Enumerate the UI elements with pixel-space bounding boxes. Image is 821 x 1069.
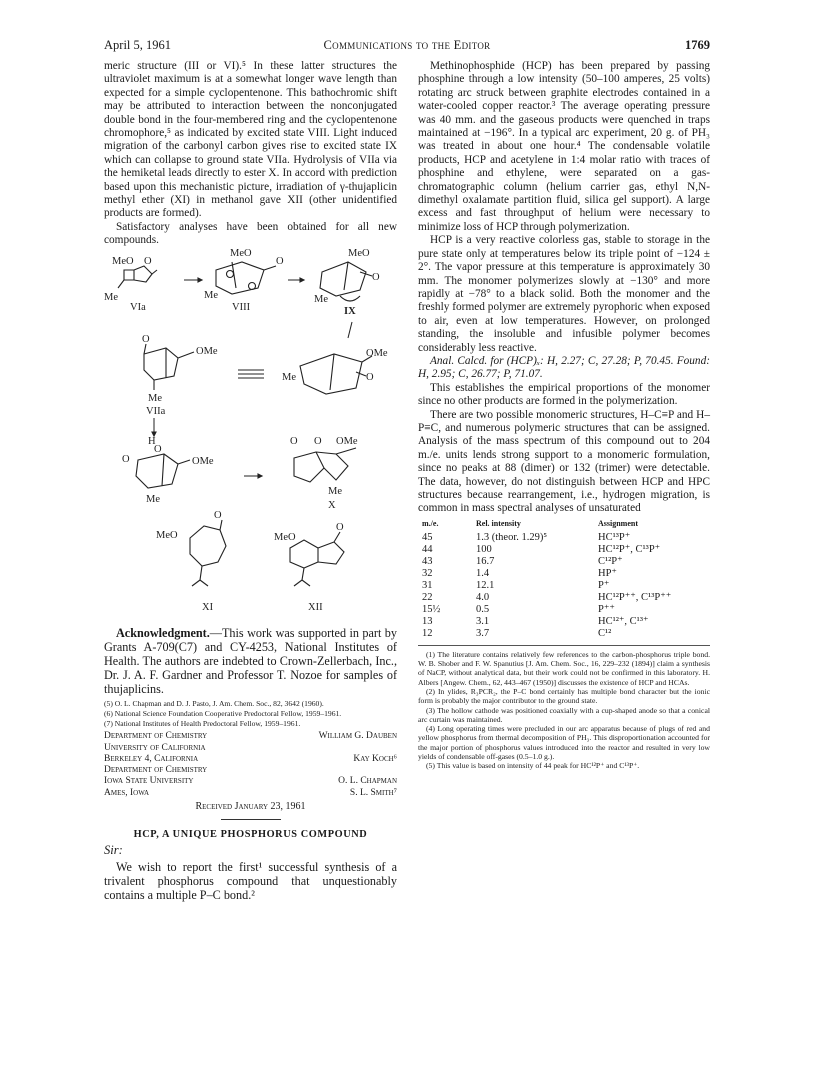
label-o: O	[142, 333, 150, 345]
footnotes-left	[104, 699, 397, 729]
paragraph-properties: HCP is a very reactive colorless gas, stable to storage in the pure state only at temperatures below its triple point of −124 ± 2°. The vapor pressure at this temperature is approximately 30 mm. The monomer polymerizes slowly at −130° and more rapidly at −78° to a black solid. Both the monomer and the freshly formed polymer are extremely pyrophoric when exposed to air, even at low temperatures. However, on prolonged standing, the insoluble and infusible polymer becomes considerably less reactive.	[418, 234, 710, 354]
table-cell: 12	[422, 627, 433, 639]
table-cell: 43	[422, 555, 433, 567]
label-VIIa: VIIa	[146, 405, 166, 417]
table-cell: 3.7	[476, 627, 490, 639]
author-name: O. L. Chapman	[338, 776, 397, 787]
header-page-number: 1769	[685, 38, 710, 52]
footnote: (1) The literature contains relatively few references to the carbon-phosphorus triple bond. W. B. Shober and F. W. Spanutius [J. Am. Chem. Soc., 16, 229–232 (1894)] claim a synthesis of NaCP, without analytical data, but their work could not be confirmed in this laboratory. H. Albers [Angew. Chem., 62, 443–467 (1950)] discusses the existence of HCP and HCAs.	[418, 649, 710, 687]
affiliation-line: Department of Chemistry	[104, 765, 208, 776]
table-cell: HC¹³P⁺	[598, 531, 631, 543]
affiliation-line: Department of Chemistry	[104, 731, 208, 742]
received-date: Received January 23, 1961	[195, 801, 306, 813]
paragraph-analyses: Satisfactory analyses have been obtained for all new compounds.	[104, 220, 397, 247]
label-XII: XII	[308, 601, 323, 613]
table-row	[418, 556, 710, 568]
label-XI: XI	[202, 601, 214, 613]
label-me: Me	[282, 371, 296, 383]
paragraph-preparation: Methinophosphide (HCP) has been prepared by passing phosphine through a low intensity (50–100 amperes, 25 volts) rotating arc struck between graphite electrodes contained in a water-cooled copper reactor.³ The average operating pressure was 40 mm. and the gaseous products were quenched in traps maintained at −196°. In a typical arc experiment, 20 g. of PH₃ was treated in about one hour.⁴ The condensable volatile products, HCP and acetylene in 1:4 molar ratio with traces of phosphine and ethylene, were separated on a gas-chromatographic column (helium carrier gas, ethyl N,N-dimethyl oxalamate partition fluid, silica gel support). A large excess and fast throughput of helium were necessary to minimize loss of HCP through polymerization.	[418, 60, 710, 233]
right-column	[418, 60, 710, 771]
salutation: Sir:	[104, 842, 123, 857]
paragraph-intro: We wish to report the first¹ successful synthesis of a trivalent phosphorus compound that unquestionably contains a multiple P–C bond.²	[104, 860, 397, 903]
paragraph-analysis: Anal. Calcd. for (HCP)ₓ: H, 2.27; C, 27.28; P, 70.45. Found: H, 2.95; C, 26.77; P, 71.07.	[418, 354, 710, 381]
table-row	[418, 604, 710, 616]
structure-VIa	[104, 256, 157, 313]
label-meo: MeO	[274, 531, 296, 543]
footnote-divider	[418, 645, 710, 646]
table-cell: C¹²	[598, 627, 612, 639]
section-divider	[221, 819, 281, 820]
affiliation-line: Berkeley 4, California	[104, 753, 199, 764]
label-o: O	[366, 371, 374, 383]
structure-XI	[156, 510, 226, 613]
paragraph-structures: There are two possible monomeric structures, H–C≡P and H–P≡C, and numerous polymeric structures that can be assigned. Analysis of the mass spectrum of this compound out to 204 m./e. units lends strong support to a monomeric formulation, since no peaks at 88 (dimer) or 132 (trimer) were detectable. The data, however, do not distinguish between HCP and HPC structures because rearrangement, i.e., hydrogen migration, is common in mass spectral analyses of unsaturated	[418, 408, 710, 515]
structure-VIII	[204, 248, 284, 313]
label-o: O	[290, 435, 298, 447]
affiliation-line: Ames, Iowa	[104, 787, 150, 798]
label-me: Me	[146, 493, 160, 505]
footnote: (5) This value is based on intensity of 44 peak for HC¹²P⁺ and C¹³P⁺.	[426, 761, 640, 771]
label-o: O	[314, 435, 322, 447]
header-journal: Communications to the Editor	[323, 38, 491, 52]
table-cell: P⁺⁺	[598, 603, 615, 615]
structure-X	[290, 436, 358, 511]
label-VIa: VIa	[130, 301, 146, 313]
table-cell: 1.3 (theor. 1.29)⁵	[476, 531, 548, 543]
footnotes-right	[418, 650, 710, 771]
label-o: O	[372, 271, 380, 283]
label-h: H	[148, 435, 156, 447]
structure-IX	[314, 248, 380, 317]
table-row	[418, 544, 710, 556]
acknowledgment-heading: Acknowledgment.	[116, 625, 210, 640]
label-o: O	[336, 521, 344, 533]
structure-VIIa-alt	[282, 348, 388, 394]
column-header: m./e.	[422, 518, 439, 528]
structure-VIIa	[142, 334, 218, 417]
affiliation-line: Iowa State University	[104, 776, 194, 787]
label-o: O	[214, 509, 222, 521]
left-column	[104, 60, 397, 902]
footnote: (5) O. L. Chapman and D. J. Pasto, J. Am. Chem. Soc., 82, 3642 (1960).	[104, 698, 324, 708]
running-header	[104, 38, 710, 54]
table-cell: 12.1	[476, 579, 495, 591]
table-row	[418, 616, 710, 628]
footnote: (2) In ylides, R₃PCR₂, the P–C bond certainly has multiple bond character but the ionic form is probably the major contributor to the ground state.	[418, 687, 710, 706]
paragraph-continuation: meric structure (III or VI).⁵ In these latter structures the ultraviolet maximum is at a somewhat longer wave length than expected for a simple cyclopentenone. This bathochromic shift may be attributed to interaction between the nonconjugated double bond in the four-membered ring and the cyclopentenone chromophore,⁵ as indicated by excited state VIII. Light induced migration of the carbonyl carbon gives rise to excited state IX which can collapse to ground state VIIa. Hydrolysis of VIIa via the hemiketal leads directly to ester X. In accord with prediction based upon this mechanistic picture, irradiation of γ-thujaplicin methyl ether (XI) in methanol gave XII (other unidentified products are formed).	[104, 60, 397, 220]
label-o: O	[122, 453, 130, 465]
label-ome: OMe	[366, 347, 388, 359]
column-header: Assignment	[598, 518, 639, 528]
label-ome: OMe	[196, 345, 218, 357]
label-IX: IX	[344, 305, 356, 317]
acknowledgment	[104, 626, 397, 696]
table-row	[418, 532, 710, 544]
label-ome: OMe	[192, 455, 214, 467]
article-title: HCP, A UNIQUE PHOSPHORUS COMPOUND	[133, 829, 368, 841]
table-cell: 1.4	[476, 567, 490, 579]
author-name: William G. Dauben	[318, 731, 397, 742]
table-cell: 4.0	[476, 591, 490, 603]
mass-spectrum-table	[418, 518, 710, 640]
table-cell: 44	[422, 543, 433, 555]
affiliation-line: University of California	[104, 742, 206, 753]
label-o: O	[154, 443, 162, 455]
label-me: Me	[148, 392, 162, 404]
label-o: O	[276, 255, 284, 267]
header-date: April 5, 1961	[104, 38, 172, 52]
label-X: X	[328, 499, 336, 511]
label-o: O	[144, 255, 152, 267]
table-row	[418, 580, 710, 592]
table-cell: 45	[422, 531, 433, 543]
table-cell: HC¹²P⁺⁺, C¹³P⁺⁺	[598, 591, 672, 603]
table-cell: C¹²P⁺	[598, 555, 623, 567]
label-me: Me	[104, 291, 118, 303]
label-meo: MeO	[348, 247, 370, 259]
table-row	[418, 628, 710, 640]
label-VIII: VIII	[232, 301, 251, 313]
footnote: (3) The hollow cathode was positioned coaxially with a cup-shaped anode so that a conical arc curtain was maintained.	[418, 705, 710, 724]
table-cell: 22	[422, 591, 433, 603]
footnote: (7) National Institutes of Health Predoctoral Fellow, 1959–1961.	[104, 719, 301, 729]
structure-hemiketal	[122, 436, 214, 505]
acknowledgment-body: —This work was supported in part by Grants A-709(C7) and CY-4253, National Institutes of Health. The authors are indebted to Crown-Zellerbach, Inc., Dr. J. A. F. Gardner and Professor T. Nozoe for samples of thujaplicins.	[104, 625, 397, 696]
author-name: S. L. Smith⁷	[349, 787, 397, 798]
author-name: Kay Koch⁶	[353, 753, 397, 764]
label-meo: MeO	[112, 255, 134, 267]
label-meo: MeO	[230, 247, 252, 259]
table-cell: 0.5	[476, 603, 490, 615]
table-row	[418, 568, 710, 580]
reaction-scheme	[104, 248, 397, 620]
footnote: (4) Long operating times were precluded in our arc apparatus because of plugs of red and yellow phosphorus from thermal decomposition of PH₃. This disproportionation accounted for the major portion of phosphorus values introduced into the reactor and resulted in very low yields of condensable off-gases (0.5–1.0 g.).	[418, 724, 710, 762]
table-cell: 16.7	[476, 555, 495, 567]
paragraph-empirical: This establishes the empirical proportions of the monomer since no other products are formed in the polymerization.	[418, 381, 710, 408]
affiliations	[104, 731, 397, 799]
label-meo: MeO	[156, 529, 178, 541]
label-me: Me	[314, 293, 328, 305]
label-ome: OMe	[336, 435, 358, 447]
label-me: Me	[328, 485, 342, 497]
structure-XII	[274, 522, 344, 613]
footnote: (6) National Science Foundation Cooperative Predoctoral Fellow, 1959–1961.	[104, 708, 342, 718]
table-cell: HP⁺	[598, 567, 617, 579]
table-cell: HC¹²P⁺, C¹³P⁺	[598, 543, 661, 555]
table-cell: 31	[422, 579, 433, 591]
column-header: Rel. intensity	[476, 518, 521, 528]
label-me: Me	[204, 289, 218, 301]
table-cell: 15½	[422, 603, 441, 615]
table-cell: P⁺	[598, 579, 610, 591]
table-cell: 100	[476, 543, 492, 555]
table-cell: 32	[422, 567, 433, 579]
table-cell: 13	[422, 615, 433, 627]
table-cell: HC¹²⁺, C¹³⁺	[598, 615, 649, 627]
table-row	[418, 592, 710, 604]
table-cell: 3.1	[476, 615, 490, 627]
